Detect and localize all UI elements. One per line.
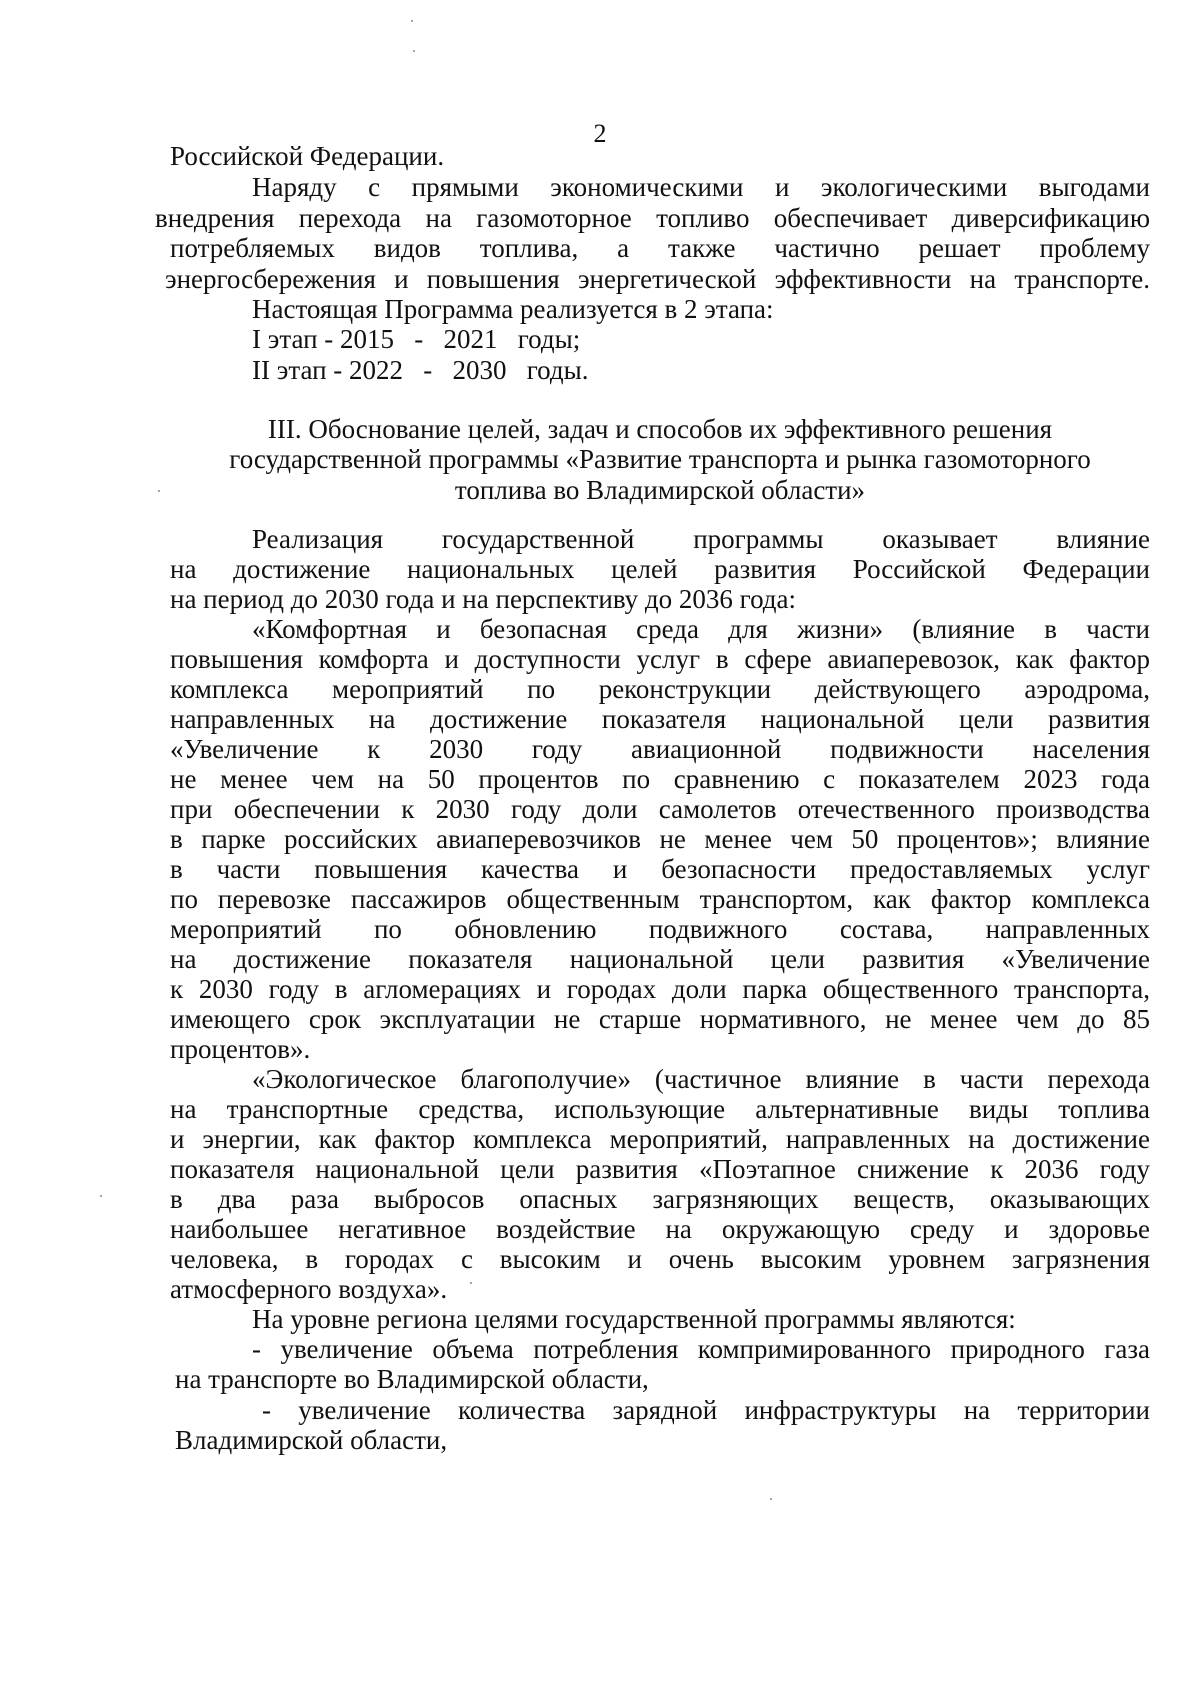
goal-line: на транспорте во Владимирской области,: [175, 1364, 649, 1394]
text-line: мероприятий по обновлению подвижного состава, направленных: [170, 914, 1150, 944]
text-line: на период до 2030 года и на перспективу до 2036 года:: [170, 584, 797, 614]
goal-line: - увеличение количества зарядной инфраструктуры на территории: [262, 1395, 1150, 1425]
text-line: Настоящая Программа реализуется в 2 этапа:: [252, 294, 774, 324]
section-heading-line: топлива во Владимирской области»: [454, 475, 866, 505]
text-line: на достижение показателя национальной цели развития «Увеличение: [170, 944, 1150, 974]
text-line: и энергии, как фактор комплекса мероприятий, направленных на достижение: [170, 1124, 1150, 1154]
text-line: в парке российских авиаперевозчиков не менее чем 50 процентов»; влияние: [170, 824, 1150, 854]
text-line: Российской Федерации.: [170, 141, 445, 171]
text-line: процентов».: [170, 1034, 311, 1064]
text-line: на достижение национальных целей развития Российской Федерации: [170, 554, 1150, 584]
stage-1-line: I этап - 2015 - 2021 годы;: [252, 324, 581, 354]
text-line: показателя национальной цели развития «Поэтапное снижение к 2036 году: [170, 1154, 1150, 1184]
section-heading-line: III. Обоснование целей, задач и способов их эффективного решения: [267, 414, 1053, 444]
text-line: «Увеличение к 2030 году авиационной подвижности населения: [170, 734, 1150, 764]
text-line: потребляемых видов топлива, а также частично решает проблему: [170, 233, 1150, 263]
scan-speck: [411, 20, 413, 22]
text-line: «Экологическое благополучие» (частичное влияние в части перехода: [252, 1064, 1150, 1094]
text-line: не менее чем на 50 процентов по сравнению с показателем 2023 года: [170, 764, 1150, 794]
text-line: повышения комфорта и доступности услуг в сфере авиаперевозок, как фактор: [170, 644, 1150, 674]
goal-line: Владимирской области,: [175, 1425, 448, 1455]
text-line: На уровне региона целями государственной программы являются:: [252, 1304, 1016, 1334]
text-line: Реализация государственной программы оказывает влияние: [252, 524, 1150, 554]
text-line: Наряду с прямыми экономическими и экологическими выгодами: [252, 172, 1150, 202]
goal-line: - увеличение объема потребления компримированного природного газа: [252, 1334, 1150, 1364]
text-line: наибольшее негативное воздействие на окружающую среду и здоровье: [170, 1214, 1150, 1244]
text-line: направленных на достижение показателя национальной цели развития: [170, 704, 1150, 734]
text-line: «Комфортная и безопасная среда для жизни» (влияние в части: [252, 614, 1150, 644]
text-line: к 2030 году в агломерациях и городах доли парка общественного транспорта,: [170, 974, 1150, 1004]
text-line: имеющего срок эксплуатации не старше нормативного, не менее чем до 85: [170, 1004, 1150, 1034]
text-line: энергосбережения и повышения энергетической эффективности на транспорте.: [165, 264, 1150, 294]
scan-speck: [158, 490, 160, 492]
scan-speck: [770, 1498, 772, 1500]
text-line: по перевозке пассажиров общественным транспортом, как фактор комплекса: [170, 884, 1150, 914]
scan-speck: [100, 1195, 102, 1197]
text-line: в части повышения качества и безопасности предоставляемых услуг: [170, 854, 1150, 884]
text-line: человека, в городах с высоким и очень высоким уровнем загрязнения: [170, 1244, 1150, 1274]
text-line: атмосферного воздуха».: [170, 1274, 448, 1304]
scan-speck: [470, 1282, 472, 1284]
text-line: на транспортные средства, использующие альтернативные виды топлива: [170, 1094, 1150, 1124]
scan-speck: [413, 50, 415, 52]
stage-2-line: II этап - 2022 - 2030 годы.: [252, 355, 589, 385]
section-heading-line: государственной программы «Развитие транспорта и рынка газомоторного: [229, 444, 1091, 474]
text-line: комплекса мероприятий по реконструкции действующего аэродрома,: [170, 674, 1150, 704]
text-line: в два раза выбросов опасных загрязняющих веществ, оказывающих: [170, 1184, 1150, 1214]
page-number: 2: [593, 119, 607, 148]
text-line: внедрения перехода на газомоторное топливо обеспечивает диверсификацию: [155, 203, 1150, 233]
text-line: при обеспечении к 2030 году доли самолетов отечественного производства: [170, 794, 1150, 824]
